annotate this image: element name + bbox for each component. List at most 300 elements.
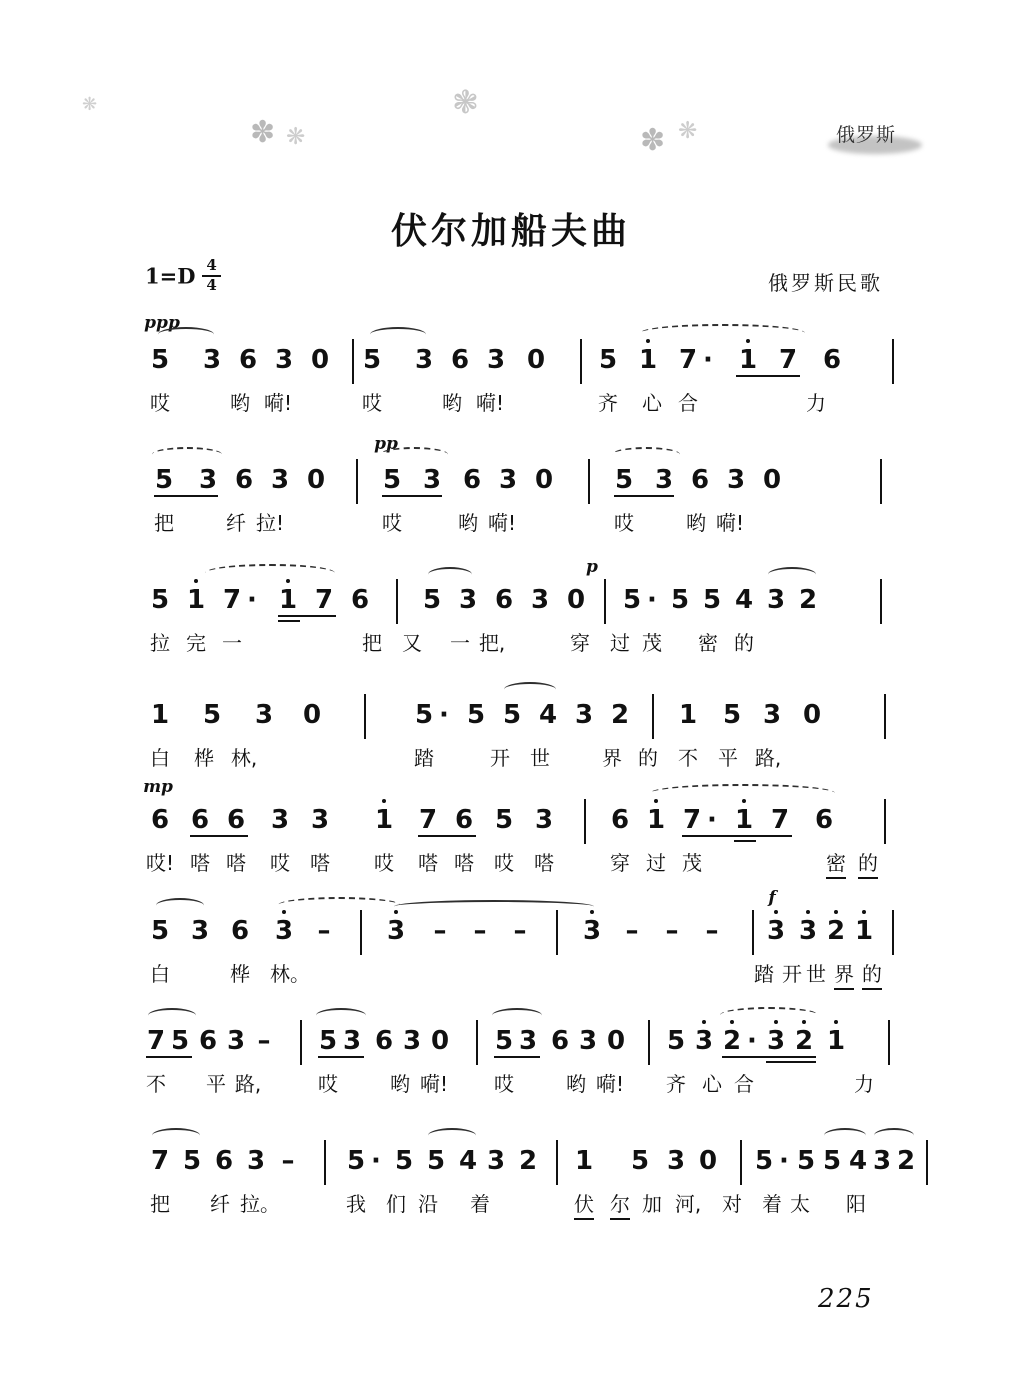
lyric-syllable: 哎 (150, 391, 170, 415)
lyric-syllable: 太 (790, 1192, 810, 1216)
song-source: 俄罗斯民歌 (768, 271, 883, 295)
note: 5 (494, 1026, 514, 1056)
note: 6 (494, 585, 514, 615)
lyric-syllable: 哎 (270, 851, 290, 875)
lyric-syllable: 不 (678, 746, 698, 770)
note: 1 (678, 700, 698, 730)
note: 6 (550, 1026, 570, 1056)
lyric-syllable: 哎! (145, 851, 175, 875)
note: 0 (566, 585, 586, 615)
octave-dot (746, 339, 750, 343)
duration-dash: – (625, 916, 639, 946)
lyric-syllable: 我 (346, 1192, 366, 1216)
lyric-syllable: 完 (186, 631, 206, 655)
note: 3 (766, 585, 786, 615)
barline (324, 1140, 326, 1185)
note: 1 (638, 345, 658, 375)
slur-arc (504, 682, 556, 697)
note: 6 (450, 345, 470, 375)
octave-dot (286, 579, 290, 583)
lyric-syllable: 过 (646, 851, 666, 875)
note: 5 (796, 1146, 816, 1176)
barline (888, 1020, 890, 1065)
page-number: 225 (818, 1284, 874, 1314)
slur-arc (152, 447, 222, 462)
note: 6 (374, 1026, 394, 1056)
octave-dot (590, 910, 594, 914)
flower-icon: ✽ (250, 115, 276, 150)
lyric-syllable: 着 (470, 1192, 490, 1216)
octave-dot (802, 1020, 806, 1024)
octave-dot (394, 910, 398, 914)
note: 3 (310, 805, 330, 835)
note: 2 (722, 1026, 742, 1056)
lyric-syllable: 密 (698, 631, 718, 655)
octave-dot (834, 910, 838, 914)
beam-line (382, 495, 442, 497)
music-system (0, 1028, 1022, 1108)
slur-arc (612, 447, 680, 462)
note: 7 (150, 1146, 170, 1176)
octave-dot (654, 799, 658, 803)
lyric-syllable: 茂 (682, 851, 702, 875)
slur-arc (492, 1008, 542, 1023)
lyric-syllable: 桦 (230, 962, 250, 986)
slur-arc (874, 1128, 914, 1143)
beam-line (318, 1056, 364, 1058)
note: 3 (342, 1026, 362, 1056)
lyric-syllable: 把 (362, 631, 382, 655)
beam-line (190, 835, 248, 837)
octave-dot (806, 910, 810, 914)
note: 1 (374, 805, 394, 835)
note: 5 (382, 465, 402, 495)
note: 3 (190, 916, 210, 946)
note: 3 (254, 700, 274, 730)
note: 1 (826, 1026, 846, 1056)
flower-icon: ❋ (286, 124, 306, 150)
lyric-syllable: 穿 (610, 851, 630, 875)
barline (604, 579, 606, 624)
note: 2 (896, 1146, 916, 1176)
slur-arc (824, 1128, 866, 1143)
slur-arc (152, 1128, 200, 1143)
lyric-syllable: 一 (222, 631, 242, 655)
slur-arc (158, 327, 214, 342)
beam-line (766, 1061, 816, 1063)
lyric-syllable: 力 (854, 1072, 874, 1096)
lyric-syllable: 界 (834, 958, 854, 990)
note: 0 (302, 700, 322, 730)
note: 0 (306, 465, 326, 495)
lyric-syllable: 哟 (390, 1072, 410, 1096)
beam-line (154, 495, 218, 497)
dot-note: · (439, 700, 449, 730)
lyric-syllable: 拉 (150, 631, 170, 655)
lyric-syllable: 路, (234, 1072, 262, 1096)
note: 3 (402, 1026, 422, 1056)
lyric-syllable: 们 (386, 1192, 406, 1216)
note: 7 (770, 805, 790, 835)
lyric-syllable: 对 (722, 1192, 742, 1216)
lyric-syllable: 密 (826, 847, 846, 879)
slur-arc (380, 447, 448, 462)
lyric-syllable: 河, (674, 1192, 702, 1216)
lyric-syllable: 拉! (255, 511, 285, 535)
note: 3 (530, 585, 550, 615)
note: 5 (630, 1146, 650, 1176)
note: 6 (190, 805, 210, 835)
note: 0 (802, 700, 822, 730)
note: 3 (654, 465, 674, 495)
note: 3 (270, 465, 290, 495)
note: 6 (198, 1026, 218, 1056)
lyric-syllable: 嗬! (715, 511, 745, 535)
dynamic-mark: mp (143, 777, 173, 797)
note: 4 (734, 585, 754, 615)
lyric-syllable: 嗒 (190, 851, 210, 875)
note: 3 (270, 805, 290, 835)
note: 3 (582, 916, 602, 946)
lyric-syllable: 哎 (374, 851, 394, 875)
lyric-syllable: 嗬! (419, 1072, 449, 1096)
lyric-syllable: 心 (642, 391, 662, 415)
note: 0 (698, 1146, 718, 1176)
lyric-syllable: 路, (754, 746, 782, 770)
lyric-syllable: 把 (154, 511, 174, 535)
lyric-syllable: 的 (734, 631, 754, 655)
note: 5 (154, 465, 174, 495)
lyric-syllable: 哟 (458, 511, 478, 535)
note: 0 (606, 1026, 626, 1056)
note: 1 (278, 585, 298, 615)
lyric-syllable: 心 (702, 1072, 722, 1096)
music-system (0, 434, 1022, 547)
octave-dot (862, 910, 866, 914)
note: 4 (458, 1146, 478, 1176)
barline (352, 339, 354, 384)
note: 4 (848, 1146, 868, 1176)
note: 7 (778, 345, 798, 375)
lyric-syllable: 桦 (194, 746, 214, 770)
note: 6 (150, 805, 170, 835)
lyric-syllable: 嗒 (226, 851, 246, 875)
note: 3 (274, 345, 294, 375)
note: 2 (794, 1026, 814, 1056)
dot-note: · (779, 1146, 789, 1176)
note: 3 (226, 1026, 246, 1056)
lyric-syllable: 把, (478, 631, 506, 655)
lyric-syllable: 嗬! (595, 1072, 625, 1096)
note: 5 (362, 345, 382, 375)
note: 0 (534, 465, 554, 495)
octave-dot (730, 1020, 734, 1024)
note: 7 (678, 345, 698, 375)
note: 0 (762, 465, 782, 495)
lyric-syllable: 阳 (846, 1192, 866, 1216)
lyric-syllable: 尔 (610, 1188, 630, 1220)
lyric-syllable: 哟 (686, 511, 706, 535)
octave-dot (834, 1020, 838, 1024)
note: 7 (682, 805, 702, 835)
barline (396, 579, 398, 624)
barline (476, 1020, 478, 1065)
note: 5 (622, 585, 642, 615)
note: 5 (318, 1026, 338, 1056)
note: 3 (534, 805, 554, 835)
note: 3 (246, 1146, 266, 1176)
lyric-syllable: 嗬! (263, 391, 293, 415)
note: 0 (430, 1026, 450, 1056)
lyric-syllable: 不 (146, 1072, 166, 1096)
note: 6 (238, 345, 258, 375)
beam-line (278, 620, 300, 622)
note: 5 (614, 465, 634, 495)
lyric-syllable: 力 (806, 391, 826, 415)
lyric-syllable: 嗒 (454, 851, 474, 875)
note: 3 (574, 700, 594, 730)
lyric-syllable: 世 (806, 962, 826, 986)
note: 5 (150, 345, 170, 375)
duration-dash: – (317, 916, 331, 946)
music-system (0, 888, 1022, 998)
note: 6 (454, 805, 474, 835)
note: 3 (274, 916, 294, 946)
note: 7 (314, 585, 334, 615)
beam-line (682, 835, 792, 837)
music-system (0, 1148, 1022, 1228)
barline (588, 459, 590, 504)
lyric-syllable: 合 (678, 391, 698, 415)
barline (880, 579, 882, 624)
lyric-syllable: 着 (762, 1192, 782, 1216)
note: 5 (394, 1146, 414, 1176)
note: 3 (762, 700, 782, 730)
note: 5 (466, 700, 486, 730)
note: 3 (726, 465, 746, 495)
lyric-syllable: 嗒 (534, 851, 554, 875)
note: 2 (798, 585, 818, 615)
note: 2 (518, 1146, 538, 1176)
lyric-syllable: 平 (206, 1072, 226, 1096)
lyric-syllable: 林, (230, 746, 258, 770)
lyric-syllable: 纤 (226, 511, 246, 535)
lyric-syllable: 踏 (754, 962, 774, 986)
note: 3 (694, 1026, 714, 1056)
barline (884, 799, 886, 844)
note: 3 (486, 345, 506, 375)
dynamic-mark: pp (374, 434, 398, 454)
barline (648, 1020, 650, 1065)
dynamic-mark: ppp (144, 313, 180, 333)
duration-dash: – (705, 916, 719, 946)
lyric-syllable: 合 (734, 1072, 754, 1096)
note: 6 (350, 585, 370, 615)
note: 5 (426, 1146, 446, 1176)
note: 5 (666, 1026, 686, 1056)
duration-dash: – (433, 916, 447, 946)
lyric-syllable: 哟 (442, 391, 462, 415)
dynamic-mark: f (768, 888, 776, 908)
lyric-syllable: 嗬! (475, 391, 505, 415)
octave-dot (742, 799, 746, 803)
lyric-syllable: 哟 (230, 391, 250, 415)
key-label: 1=D (145, 263, 196, 289)
duration-dash: – (513, 916, 527, 946)
lyric-syllable: 齐 (666, 1072, 686, 1096)
note: 6 (214, 1146, 234, 1176)
note: 5 (722, 700, 742, 730)
barline (892, 339, 894, 384)
note: 6 (230, 916, 250, 946)
note: 1 (854, 916, 874, 946)
note: 5 (422, 585, 442, 615)
note: 1 (150, 700, 170, 730)
slur-arc (768, 567, 816, 582)
note: 5 (182, 1146, 202, 1176)
beam-line (614, 495, 674, 497)
note: 5 (702, 585, 722, 615)
duration-dash: – (473, 916, 487, 946)
barline (892, 910, 894, 955)
barline (584, 799, 586, 844)
slur-arc (428, 1128, 476, 1143)
note: 1 (186, 585, 206, 615)
note: 1 (646, 805, 666, 835)
time-signature-top: 4 (202, 258, 220, 277)
note: 5 (670, 585, 690, 615)
note: 3 (458, 585, 478, 615)
dot-note: · (647, 585, 657, 615)
slur-arc (316, 1008, 366, 1023)
note: 5 (170, 1026, 190, 1056)
lyric-syllable: 的 (862, 958, 882, 990)
lyric-syllable: 开 (782, 962, 802, 986)
note: 3 (798, 916, 818, 946)
note: 3 (202, 345, 222, 375)
lyric-syllable: 哎 (318, 1072, 338, 1096)
beam-line (278, 615, 336, 617)
note: 0 (526, 345, 546, 375)
lyric-syllable: 把 (150, 1192, 170, 1216)
region-tag-label: 俄罗斯 (836, 124, 897, 146)
note: 6 (822, 345, 842, 375)
dot-note: · (371, 1146, 381, 1176)
dot-note: · (703, 345, 713, 375)
barline (752, 910, 754, 955)
lyric-syllable: 哎 (362, 391, 382, 415)
lyric-syllable: 嗬! (487, 511, 517, 535)
note: 7 (222, 585, 242, 615)
note: 5 (150, 916, 170, 946)
duration-dash: – (665, 916, 679, 946)
lyric-syllable: 一 (450, 631, 470, 655)
lyric-syllable: 哎 (614, 511, 634, 535)
octave-dot (282, 910, 286, 914)
lyric-syllable: 的 (638, 746, 658, 770)
slur-arc (640, 324, 805, 342)
slur-arc (370, 327, 426, 342)
barline (652, 694, 654, 739)
flower-icon: ❋ (82, 94, 98, 115)
lyric-syllable: 界 (602, 746, 622, 770)
note: 3 (518, 1026, 538, 1056)
octave-dot (646, 339, 650, 343)
lyric-syllable: 哟 (566, 1072, 586, 1096)
flower-icon: ✽ (640, 123, 666, 158)
beam-line (494, 1056, 540, 1058)
flower-icon: ❃ (452, 83, 479, 121)
note: 5 (822, 1146, 842, 1176)
note: 3 (578, 1026, 598, 1056)
octave-dot (774, 1020, 778, 1024)
note: 1 (574, 1146, 594, 1176)
note: 5 (494, 805, 514, 835)
note: 3 (872, 1146, 892, 1176)
note: 6 (610, 805, 630, 835)
note: 3 (486, 1146, 506, 1176)
octave-dot (702, 1020, 706, 1024)
barline (360, 910, 362, 955)
barline (300, 1020, 302, 1065)
music-system (0, 702, 1022, 782)
duration-dash: – (257, 1026, 271, 1056)
note: 3 (766, 916, 786, 946)
lyric-syllable: 白 (150, 962, 170, 986)
lyric-syllable: 茂 (642, 631, 662, 655)
lyric-syllable: 穿 (570, 631, 590, 655)
music-system (0, 777, 1022, 887)
barline (884, 694, 886, 739)
lyric-syllable: 世 (530, 746, 550, 770)
slur-arc (205, 564, 335, 582)
note: 3 (386, 916, 406, 946)
lyric-syllable: 拉。 (240, 1192, 280, 1216)
music-system (0, 313, 1022, 427)
lyric-syllable: 过 (610, 631, 630, 655)
note: 6 (234, 465, 254, 495)
note: 3 (198, 465, 218, 495)
note: 6 (462, 465, 482, 495)
octave-dot (382, 799, 386, 803)
note: 7 (146, 1026, 166, 1056)
slur-arc (278, 897, 400, 913)
note: 2 (610, 700, 630, 730)
duration-dash: – (281, 1146, 295, 1176)
lyric-syllable: 踏 (414, 746, 434, 770)
note: 0 (310, 345, 330, 375)
note: 5 (150, 585, 170, 615)
octave-dot (194, 579, 198, 583)
note: 5 (346, 1146, 366, 1176)
beam-line (418, 835, 476, 837)
barline (580, 339, 582, 384)
note: 1 (734, 805, 754, 835)
lyric-syllable: 齐 (598, 391, 618, 415)
lyric-syllable: 沿 (418, 1192, 438, 1216)
barline (880, 459, 882, 504)
lyric-syllable: 伏 (574, 1188, 594, 1220)
note: 4 (538, 700, 558, 730)
note: 3 (766, 1026, 786, 1056)
slur-arc (428, 567, 472, 582)
dynamic-mark: p (586, 557, 598, 577)
note: 6 (690, 465, 710, 495)
slur-arc (394, 900, 594, 913)
song-title: 伏尔加船夫曲 (390, 211, 631, 252)
note: 3 (422, 465, 442, 495)
note: 5 (202, 700, 222, 730)
